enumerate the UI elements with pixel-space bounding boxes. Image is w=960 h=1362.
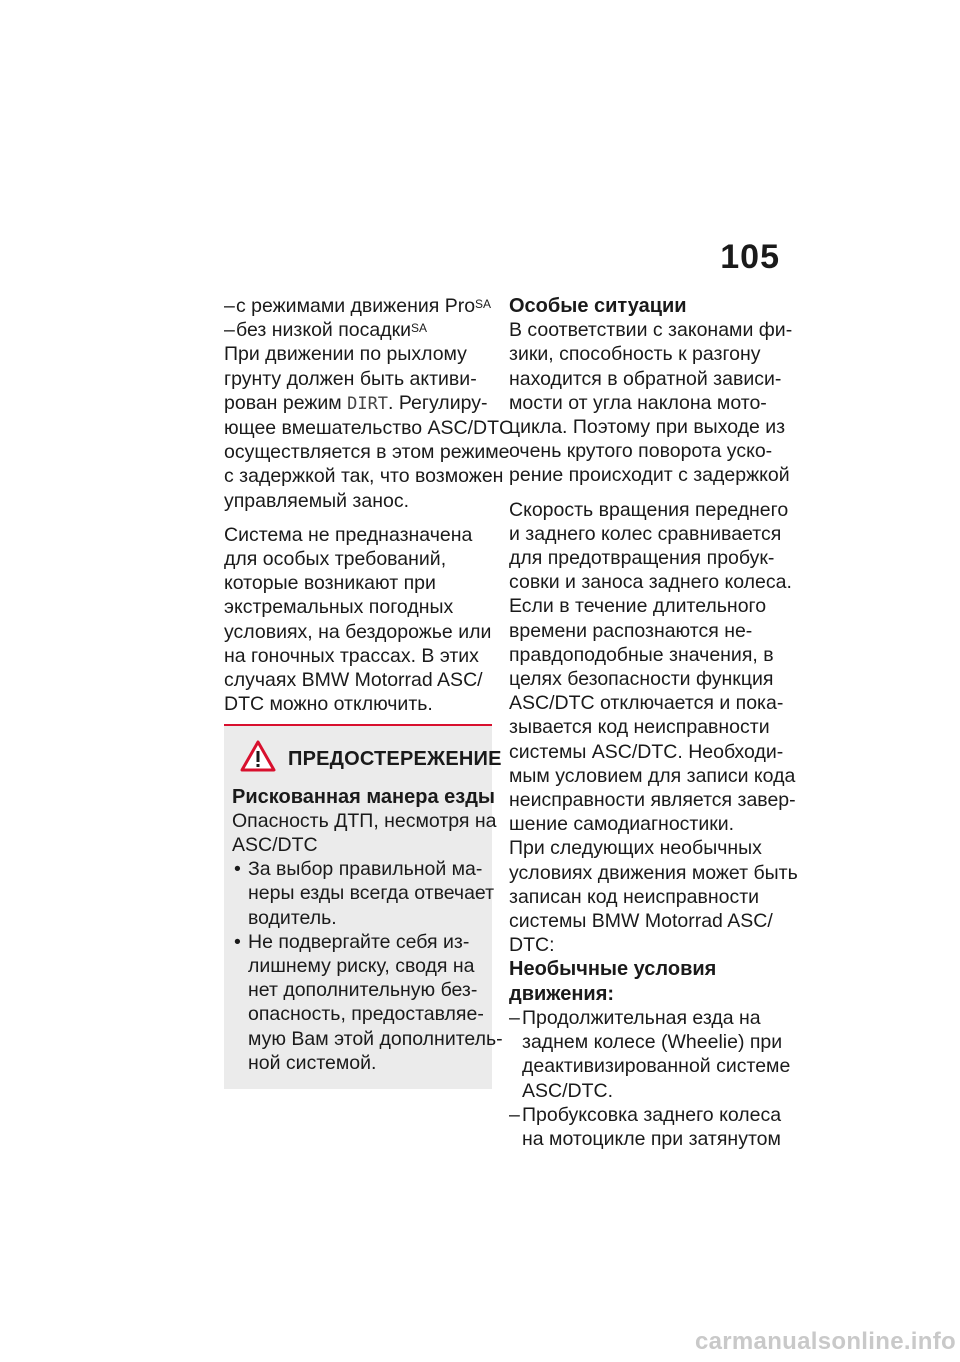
bullet-marker: • — [234, 930, 241, 953]
text-line: экстремальных погодных — [224, 596, 454, 619]
text-line: для предотвращения пробук- — [509, 547, 775, 570]
text-line: записан код неисправности — [509, 885, 760, 908]
text-line — [224, 391, 492, 416]
dash-item-pro-modes — [224, 294, 492, 318]
paragraph-loose-ground — [224, 342, 514, 512]
text-line: Если в течение длительного — [509, 595, 767, 618]
watermark: carmanualsonline.info — [694, 1328, 956, 1355]
list-item — [509, 1006, 791, 1103]
page-number: 105 — [720, 238, 780, 276]
text-line: находится в обратной зависи- — [509, 367, 782, 390]
list-line: Пробуксовка заднего колеса — [522, 1103, 782, 1126]
right-column — [509, 294, 798, 1151]
paragraph-acceleration — [509, 318, 793, 487]
bullet-marker: • — [234, 858, 241, 881]
bullet-line: За выбор правильной ма- — [248, 858, 483, 881]
text-line: случаях BMW Motorrad ASC/ — [224, 669, 483, 692]
text-line: времени распознаются не- — [509, 619, 753, 642]
warning-intro-line: ASC/DTC — [232, 834, 318, 857]
list-line: заднем колесе (Wheelie) при — [522, 1031, 783, 1054]
text-line: ющее вмешательство ASC/DTC — [224, 417, 514, 440]
text-line: на гоночных трассах. В этих — [224, 644, 479, 667]
text-line: для особых требований, — [224, 548, 447, 571]
text-line: Система не предназначена — [224, 523, 473, 546]
list-item — [509, 1103, 781, 1151]
text-line: цикла. Поэтому при выходе из — [509, 416, 786, 439]
text-line: В соответствии с законами фи- — [509, 319, 793, 342]
bullet-line: ной системой. — [248, 1051, 377, 1074]
dash-item-text: без низкой посадки — [236, 319, 412, 342]
text-fragment: рован режим — [224, 391, 348, 414]
text-line: системы BMW Motorrad ASC/ — [509, 910, 773, 933]
text-line: мым условием для записи кода — [509, 764, 796, 787]
text-line: грунту должен быть активи- — [224, 367, 477, 390]
text-line: DTC: — [509, 934, 555, 957]
bullet-line: неры езды всегда отвечает — [248, 882, 495, 905]
text-line: которые возникают при — [224, 572, 436, 595]
list-line: на мотоцикле при затянутом — [522, 1127, 781, 1150]
list-line: деактивизированной системе — [522, 1055, 791, 1078]
text-line: очень крутого поворота уско- — [509, 440, 773, 463]
dash-marker: – — [224, 319, 235, 342]
subsection-heading: движения: — [509, 982, 615, 1005]
text-line: зики, способность к разгону — [509, 343, 761, 366]
section-heading: Особые ситуации — [509, 295, 687, 317]
dash-marker: – — [224, 295, 235, 317]
text-line: с задержкой так, что возможен — [224, 465, 504, 488]
warning-triangle-icon — [232, 740, 288, 778]
dirt-mode-label: DIRT — [347, 393, 389, 414]
warning-subtitle: Рискованная манера езды — [232, 785, 495, 808]
text-line: При движении по рыхлому — [224, 343, 467, 366]
text-line: мости от угла наклона мото- — [509, 391, 767, 414]
text-line: осуществляется в этом режиме — [224, 441, 510, 464]
warning-bullet — [232, 857, 495, 930]
bullet-line: мую Вам этой дополнитель- — [248, 1027, 503, 1050]
bullet-line: водитель. — [248, 906, 337, 929]
text-line: условиях движения может быть — [509, 861, 798, 884]
text-fragment: . Регулиру- — [388, 391, 488, 414]
sa-superscript: SA — [475, 297, 492, 311]
text-line: целях безопасности функция — [509, 668, 774, 691]
dash-item-text: с режимами движения Pro — [236, 295, 476, 317]
text-line: совки и заноса заднего колеса. — [509, 571, 792, 594]
text-line: правдоподобные значения, в — [509, 643, 774, 666]
warning-intro-line: Опасность ДТП, несмотря на — [232, 809, 497, 832]
warning-bullet — [232, 930, 503, 1075]
text-line: шение самодиагностики. — [509, 813, 735, 836]
list-line: Продолжительная езда на — [522, 1006, 761, 1029]
text-line: неисправности является завер- — [509, 789, 796, 812]
paragraph-system-limits — [224, 523, 492, 717]
text-line: и заднего колес сравнивается — [509, 522, 782, 545]
dash-marker: – — [509, 1103, 520, 1126]
text-line: ASC/DTC отключается и пока- — [509, 692, 784, 715]
text-line: системы ASC/DTC. Необходи- — [509, 740, 784, 763]
bullet-line: нет дополнительную без- — [248, 979, 478, 1002]
text-line: DTC можно отключить. — [224, 693, 433, 716]
list-line: ASC/DTC. — [522, 1079, 614, 1102]
sa-superscript: SA — [411, 321, 428, 336]
text-line: управляемый занос. — [224, 489, 409, 512]
warning-title: ПРЕДОСТЕРЕЖЕНИЕ — [288, 748, 502, 771]
paragraph-wheel-speed — [509, 498, 798, 958]
subsection-heading: Необычные условия — [509, 958, 717, 981]
left-column — [224, 294, 514, 1089]
dash-item-low-seat — [224, 318, 492, 342]
text-line: Скорость вращения переднего — [509, 498, 789, 521]
dash-marker: – — [509, 1006, 520, 1029]
text-line: рение происходит с задержкой — [509, 464, 790, 487]
warning-header — [232, 740, 502, 778]
text-line: При следующих необычных — [509, 837, 762, 860]
bullet-line: опасность, предоставляе- — [248, 1003, 484, 1026]
text-line: зывается код неисправности — [509, 716, 770, 739]
text-line: условиях, на бездорожье или — [224, 620, 492, 643]
bullet-line: Не подвергайте себя из- — [248, 930, 470, 953]
warning-box — [224, 726, 503, 1089]
bullet-line: лишнему риску, сводя на — [248, 955, 475, 978]
